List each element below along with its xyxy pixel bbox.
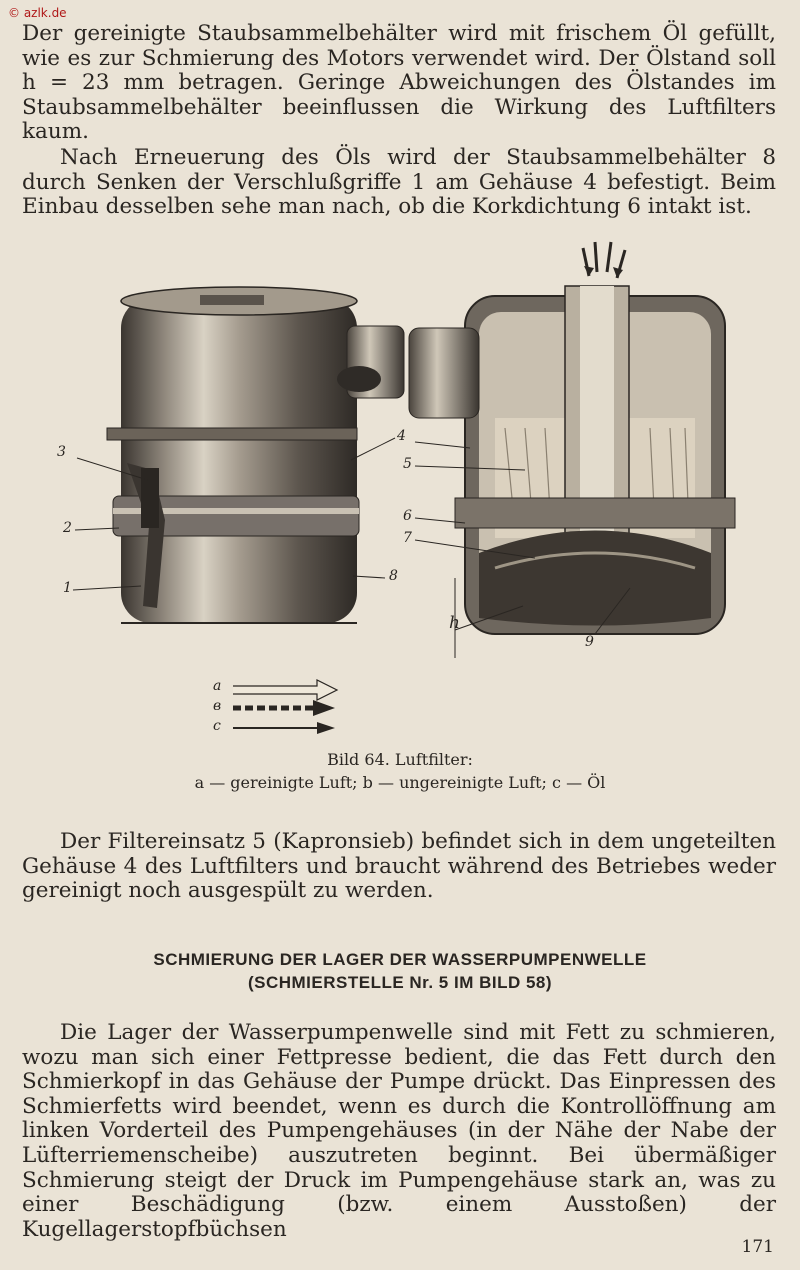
callout-2: 2 xyxy=(63,520,72,536)
callout-1: 1 xyxy=(63,580,72,596)
callout-5: 5 xyxy=(403,456,412,472)
figure-caption-legend: a — gereinigte Luft; b — ungereinigte Luft; c — Öl xyxy=(194,773,606,792)
legend-label-a: a xyxy=(213,678,222,694)
callout-h: h xyxy=(449,613,460,633)
legend-arrow-dirty-air xyxy=(233,700,335,716)
paragraph-filter-insert: Der Filtereinsatz 5 (Kapronsieb) befindet sich in dem ungeteilten Gehäuse 4 des Luftfilters und braucht während des Betriebes weder gereinigt noch ausgespült zu werden. xyxy=(22,829,776,904)
callout-3: 3 xyxy=(57,444,66,460)
filter-exterior xyxy=(107,287,404,623)
legend-label-c: c xyxy=(213,718,221,734)
legend-label-b: в xyxy=(213,698,222,714)
callout-4: 4 xyxy=(397,428,406,444)
flow-legend xyxy=(233,680,337,734)
callout-8: 8 xyxy=(389,568,398,584)
air-filter-figure xyxy=(55,238,745,743)
paragraph-oil-fill: Der gereinigte Staubsammelbehälter wird mit frischem Öl gefüllt, wie es zur Schmierung des Motors verwendet wird. Der Ölstand soll h = 23 mm betragen. Geringe Abweichungen des Ölstandes im Staubsammelbehälter beeinflussen die Wirkung des Luftfilters kaum. xyxy=(22,21,776,145)
callout-6: 6 xyxy=(403,508,412,524)
legend-arrow-clean-air xyxy=(233,680,337,700)
callout-9: 9 xyxy=(585,634,594,650)
filter-cross-section xyxy=(409,242,735,634)
page-number: 171 xyxy=(741,1237,774,1257)
callout-7: 7 xyxy=(403,530,412,546)
paragraph-water-pump-lubrication: Die Lager der Wasserpumpenwelle sind mit Fett zu schmieren, wozu man sich einer Fettpresse bedient, die das Fett durch den Schmierkopf in das Gehäuse der Pumpe drückt. Das Einpressen des Schmierfetts wird beendet, wenn es durch die Kontrollöffnung am linken Vorderteil des Pumpengehäuses (in der Nähe der Nabe der Lüfterriemenscheibe) auszutreten beginnt. Bei übermäßiger Schmierung steigt der Druck im Pumpengehäuse stark an, was zu einer Beschädigung (bzw. einem Ausstoßen) der Kugellagerstopfbüchsen xyxy=(22,1020,776,1242)
section-heading-line2: (SCHMIERSTELLE Nr. 5 IM BILD 58) xyxy=(247,973,553,992)
figure-caption-title: Bild 64. Luftfilter: xyxy=(327,750,473,769)
section-heading-line1: SCHMIERUNG DER LAGER DER WASSERPUMPENWELLE xyxy=(153,950,647,969)
legend-arrow-oil xyxy=(233,722,335,734)
paragraph-reassembly: Nach Erneuerung des Öls wird der Staubsammelbehälter 8 durch Senken der Verschlußgriffe 1 am Gehäuse 4 befestigt. Beim Einbau desselben sehe man nach, ob die Korkdichtung 6 intakt ist. xyxy=(22,145,776,220)
watermark: © azlk.de xyxy=(8,6,67,20)
air-filter-illustration xyxy=(55,238,745,743)
